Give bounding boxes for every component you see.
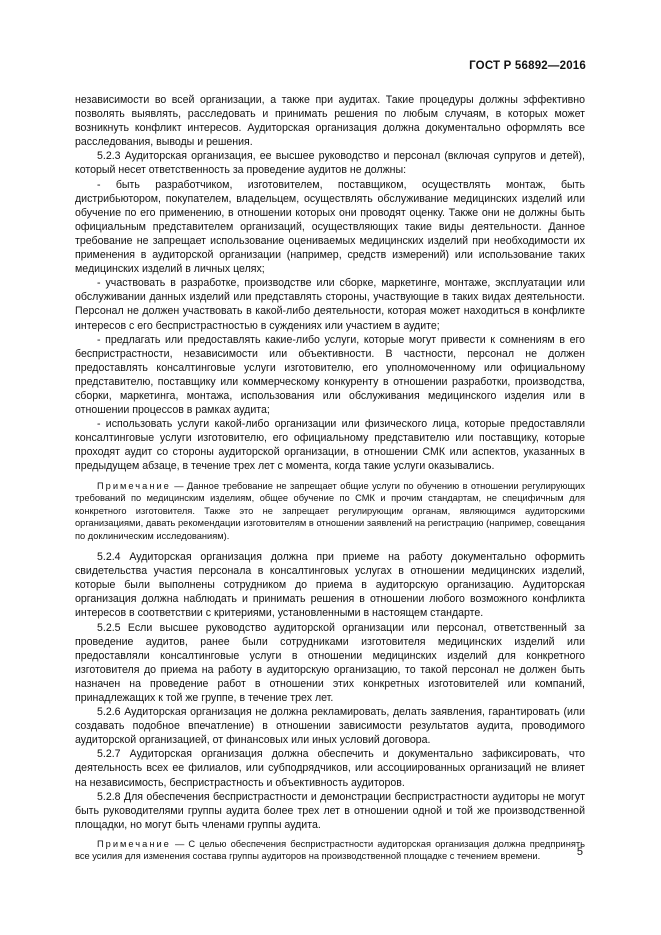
paragraph-5-2-8: 5.2.8 Для обеспечения беспристрастности и демонстрации беспристрастности аудиторы не могут быть руководителями группы аудита более трех лет в отношении одной и той же производственной площадки, но могут быть членами группы аудита. (75, 790, 585, 831)
paragraph-5-2-6: 5.2.6 Аудиторская организация не должна рекламировать, делать заявления, гарантировать (или создавать подобное впечатление) в отношении зависимости результатов аудита, проводимого аудиторской организацией, от финансовых или иных условий договора. (75, 706, 585, 747)
list-item: - использовать услуги какой-либо организации или физического лица, которые предоставляли консалтинговые услуги изготовителю, его официальному представителю или поставщику, которые проходят аудит со стороны аудиторской организации, в отношении СМК или аспектов, указанных в предыдущем абзаце, в течение трех лет с момента, когда такие услуги оказывались. (75, 418, 585, 473)
page-number: 5 (576, 846, 583, 858)
note-text: — Данное требование не запрещает общие услуги по обучению в отношении регулирующих требований по медицинским изделиям, общее обучение по СМК и прочим стандартам, не специфичным для конкретного изготовителя. Также это не запрещает регулирующим органам, являющимся аудиторскими организациями, давать рекомендации изготовителям в отношении заявлений на регистрацию (например, совещания по доклиническим исследованиям). (75, 480, 585, 541)
list-item: - быть разработчиком, изготовителем, поставщиком, осуществлять монтаж, быть дистрибьютором, покупателем, владельцем, осуществлять обслуживание медицинских изделий или обучение по его применению, в отношении которых они проводят оценку. Также они не должны быть официальным представителем организаций, осуществляющих такие виды деятельности. Данное требование не запрещает использование оцениваемых медицинских изделий при необходимости их применения в аудиторской организации (например, средств измерений) или использование таких медицинских изделий в личных целях; (75, 178, 585, 276)
paragraph-5-2-4: 5.2.4 Аудиторская организация должна при приеме на работу документально оформить свидетельства участия персонала в консалтинговых услугах в отношении медицинских изделий, которые были выполнены сотрудником до приема в аудиторскую организацию. Аудиторская организация должна наблюдать и принимать решения в отношении любого возможного конфликта интересов в соответствии с критериями, установленными в настоящем стандарте. (75, 551, 585, 620)
note-label: Примечание (97, 480, 171, 491)
paragraph-continuation: независимости во всей организации, а также при аудитах. Такие процедуры должны эффективно позволять выявлять, расследовать и принимать решения по любым случаям, в которых может возникнуть конфликт интересов. Аудиторская организация должна документально оформлять все расследования, выводы и решения. (75, 94, 585, 149)
document-body (75, 93, 585, 871)
note-text: — С целью обеспечения беспристрастности аудиторская организация должна предпринять все усилия для изменения состава группы аудиторов на производственной площадке с течением времени. (75, 838, 585, 862)
paragraph-5-2-3: 5.2.3 Аудиторская организация, ее высшее руководство и персонал (включая супругов и детей), который несет ответственность за проведение аудитов не должны: (75, 150, 585, 177)
note-block (75, 480, 585, 543)
list-item: - предлагать или предоставлять какие-либо услуги, которые могут привести к сомнениям в его беспристрастности, независимости или объективности. В частности, персонал не должен предоставлять консалтинговые услуги изготовителю, его уполномоченному или официальному представителю, поставщику или коммерческому конкуренту в отношении разработки, производства, сборки, маркетинга, монтажа, использования или обслуживания медицинского изделия или в отношении процессов в рамках аудита; (75, 333, 585, 417)
list-item: - участвовать в разработке, производстве или сборке, маркетинге, монтаже, эксплуатации или обслуживании данных изделий или представлять стороны, участвующие в таких видах деятельности. Персонал не должен участвовать в какой-либо деятельности, которая может находиться в конфликте интересов с его беспристрастностью в суждениях или участием в аудите; (75, 277, 585, 332)
note-block (75, 838, 585, 863)
paragraph-5-2-5: 5.2.5 Если высшее руководство аудиторской организации или персонал, ответственный за проведение аудитов, ранее были сотрудниками изготовителя медицинских изделий или предоставляли консалтинговые услуги в отношении медицинских изделий для конкретного изготовителя до приема на работу в аудиторскую организацию, то такой персонал не должен быть назначен на проведение работ в отношении этих конкретных изготовителей или компаний, принадлежащих к той же группе, в течение трех лет. (75, 621, 585, 704)
note-label: Примечание (97, 838, 171, 849)
paragraph-5-2-7: 5.2.7 Аудиторская организация должна обеспечить и документально зафиксировать, что деятельность всех ее филиалов, или субподрядчиков, или ассоциированных организаций не влияет на независимость, беспристрастность и объективность аудиторов. (75, 748, 585, 789)
document-standard-id: ГОСТ Р 56892—2016 (469, 60, 586, 72)
